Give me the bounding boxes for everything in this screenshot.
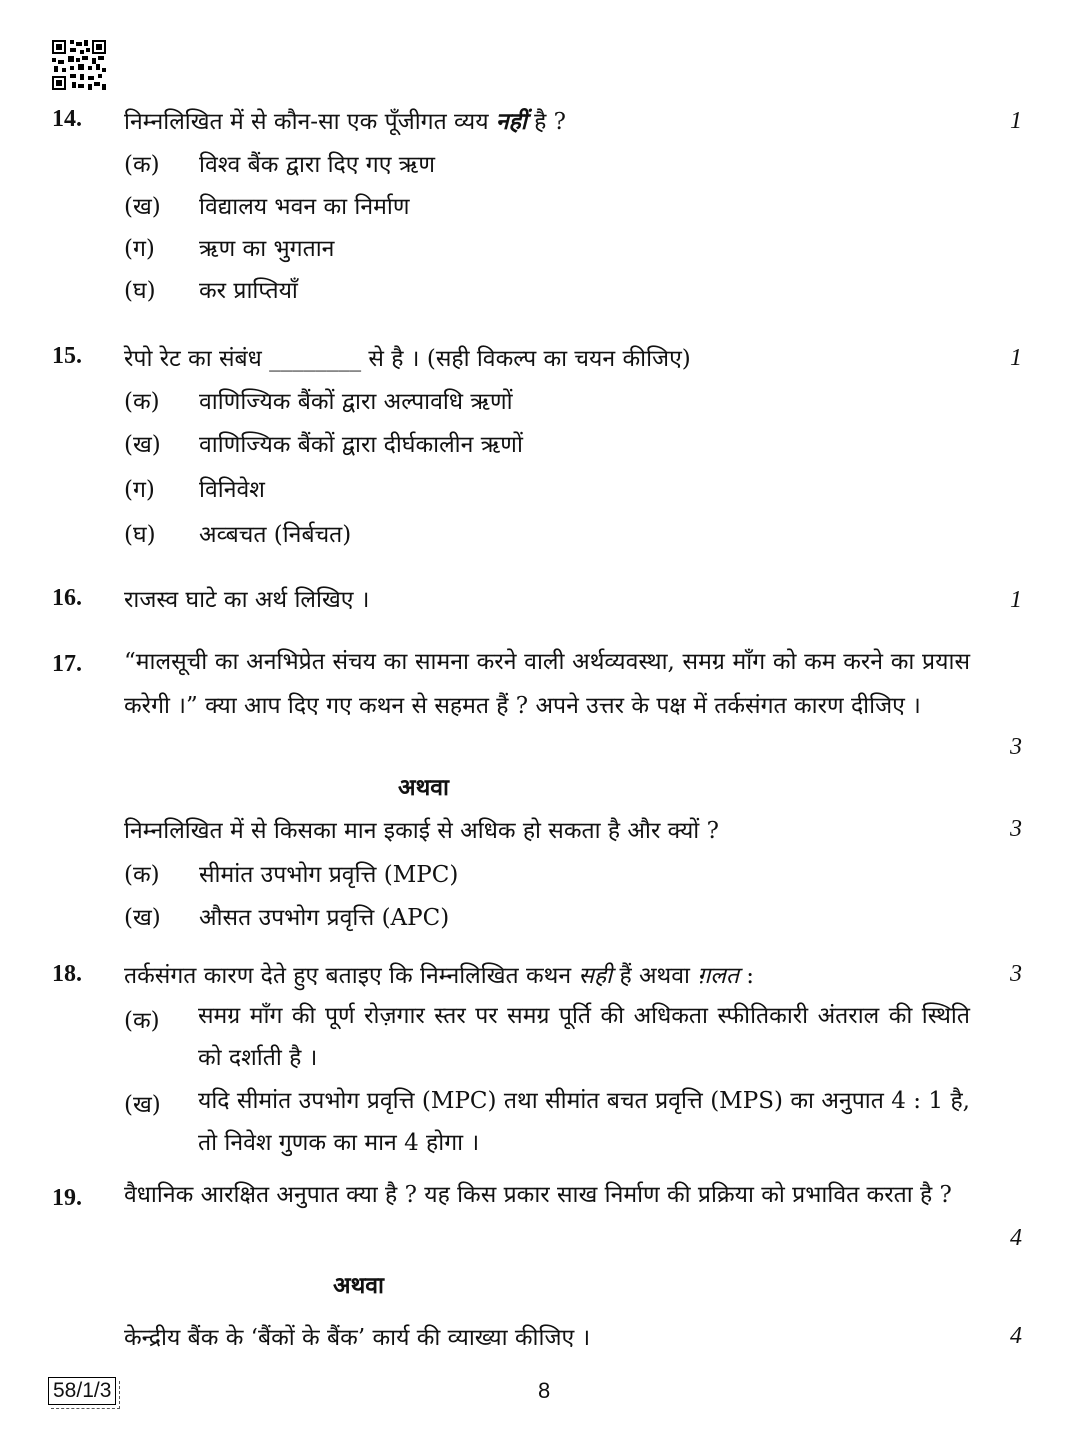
marks: 4 <box>1010 1323 1022 1349</box>
marks: 3 <box>1010 961 1022 987</box>
marks: 3 <box>1010 816 1022 842</box>
paper-code: 58/1/3 <box>48 1377 116 1405</box>
question-text: “मालसूची का अनभिप्रेत संचय का सामना करने वाली अर्थव्यवस्था, समग्र माँग को कम करने का प्रयास करेगी ।” क्या आप दिए गए कथन से सहमत हैं ? अपने उत्तर के पक्ष में तर्कसंगत कारण दीजिए । <box>124 649 970 719</box>
option: (ख) विद्यालय भवन का निर्माण <box>124 194 410 220</box>
option: (ग) विनिवेश <box>124 477 265 503</box>
marks: 1 <box>1010 108 1022 134</box>
question-number: 18. <box>52 961 82 987</box>
option: (ग) ऋण का भुगतान <box>124 236 335 262</box>
question-number: 17. <box>52 651 82 677</box>
marks: 1 <box>1010 345 1022 371</box>
option: (ख) औसत उपभोग प्रवृत्ति (APC) <box>124 905 450 931</box>
question-text: निम्नलिखित में से कौन-सा एक पूँजीगत व्यय नहीं है ? <box>124 108 566 135</box>
question-text: रेपो रेट का संबंध ________ से है । (सही विकल्प का चयन कीजिए) <box>124 346 691 372</box>
question-text: वैधानिक आरक्षित अनुपात क्या है ? यह किस प्रकार साख निर्माण की प्रक्रिया को प्रभावित करता है ? <box>124 1182 952 1208</box>
qr-code-icon <box>52 40 106 90</box>
option-label: (ख) <box>124 1092 161 1118</box>
option: (क) सीमांत उपभोग प्रवृत्ति (MPC) <box>124 862 459 888</box>
option: (घ) अव्बचत (निर्बचत) <box>124 522 352 548</box>
question-number: 19. <box>52 1185 82 1211</box>
or-separator: अथवा <box>333 1272 385 1299</box>
option: (क) विश्व बैंक द्वारा दिए गए ऋण <box>124 152 436 178</box>
marks: 1 <box>1010 587 1022 613</box>
page-number: 8 <box>538 1378 551 1403</box>
option: (ख) वाणिज्यिक बैंकों द्वारा दीर्घकालीन ऋणों <box>124 432 523 458</box>
marks: 4 <box>1010 1225 1022 1251</box>
question-text: तर्कसंगत कारण देते हुए बताइए कि निम्नलिखित कथन सही हैं अथवा ग़लत : <box>124 963 755 989</box>
question-text: राजस्व घाटे का अर्थ लिखिए । <box>124 587 370 613</box>
option-text: समग्र माँग की पूर्ण रोज़गार स्तर पर समग्र पूर्ति की अधिकता स्फीतिकारी अंतराल की स्थिति को दर्शाती है । <box>198 1003 970 1071</box>
question-number: 14. <box>52 106 82 132</box>
question-number: 15. <box>52 343 82 369</box>
alternative-question-text: केन्द्रीय बैंक के ‘बैंकों के बैंक’ कार्य की व्याख्या कीजिए । <box>124 1325 591 1351</box>
alternative-question-text: निम्नलिखित में से किसका मान इकाई से अधिक हो सकता है और क्यों ? <box>124 818 719 844</box>
question-number: 16. <box>52 585 82 611</box>
option: (क) वाणिज्यिक बैंकों द्वारा अल्पावधि ऋणों <box>124 389 513 415</box>
option-label: (क) <box>124 1008 160 1034</box>
option: (घ) कर प्राप्तियाँ <box>124 278 298 304</box>
option-text: यदि सीमांत उपभोग प्रवृत्ति (MPC) तथा सीमांत बचत प्रवृत्ति (MPS) का अनुपात 4 : 1 है, तो निवेश गुणक का मान 4 होगा । <box>198 1088 970 1156</box>
or-separator: अथवा <box>398 774 450 801</box>
marks: 3 <box>1010 734 1022 760</box>
